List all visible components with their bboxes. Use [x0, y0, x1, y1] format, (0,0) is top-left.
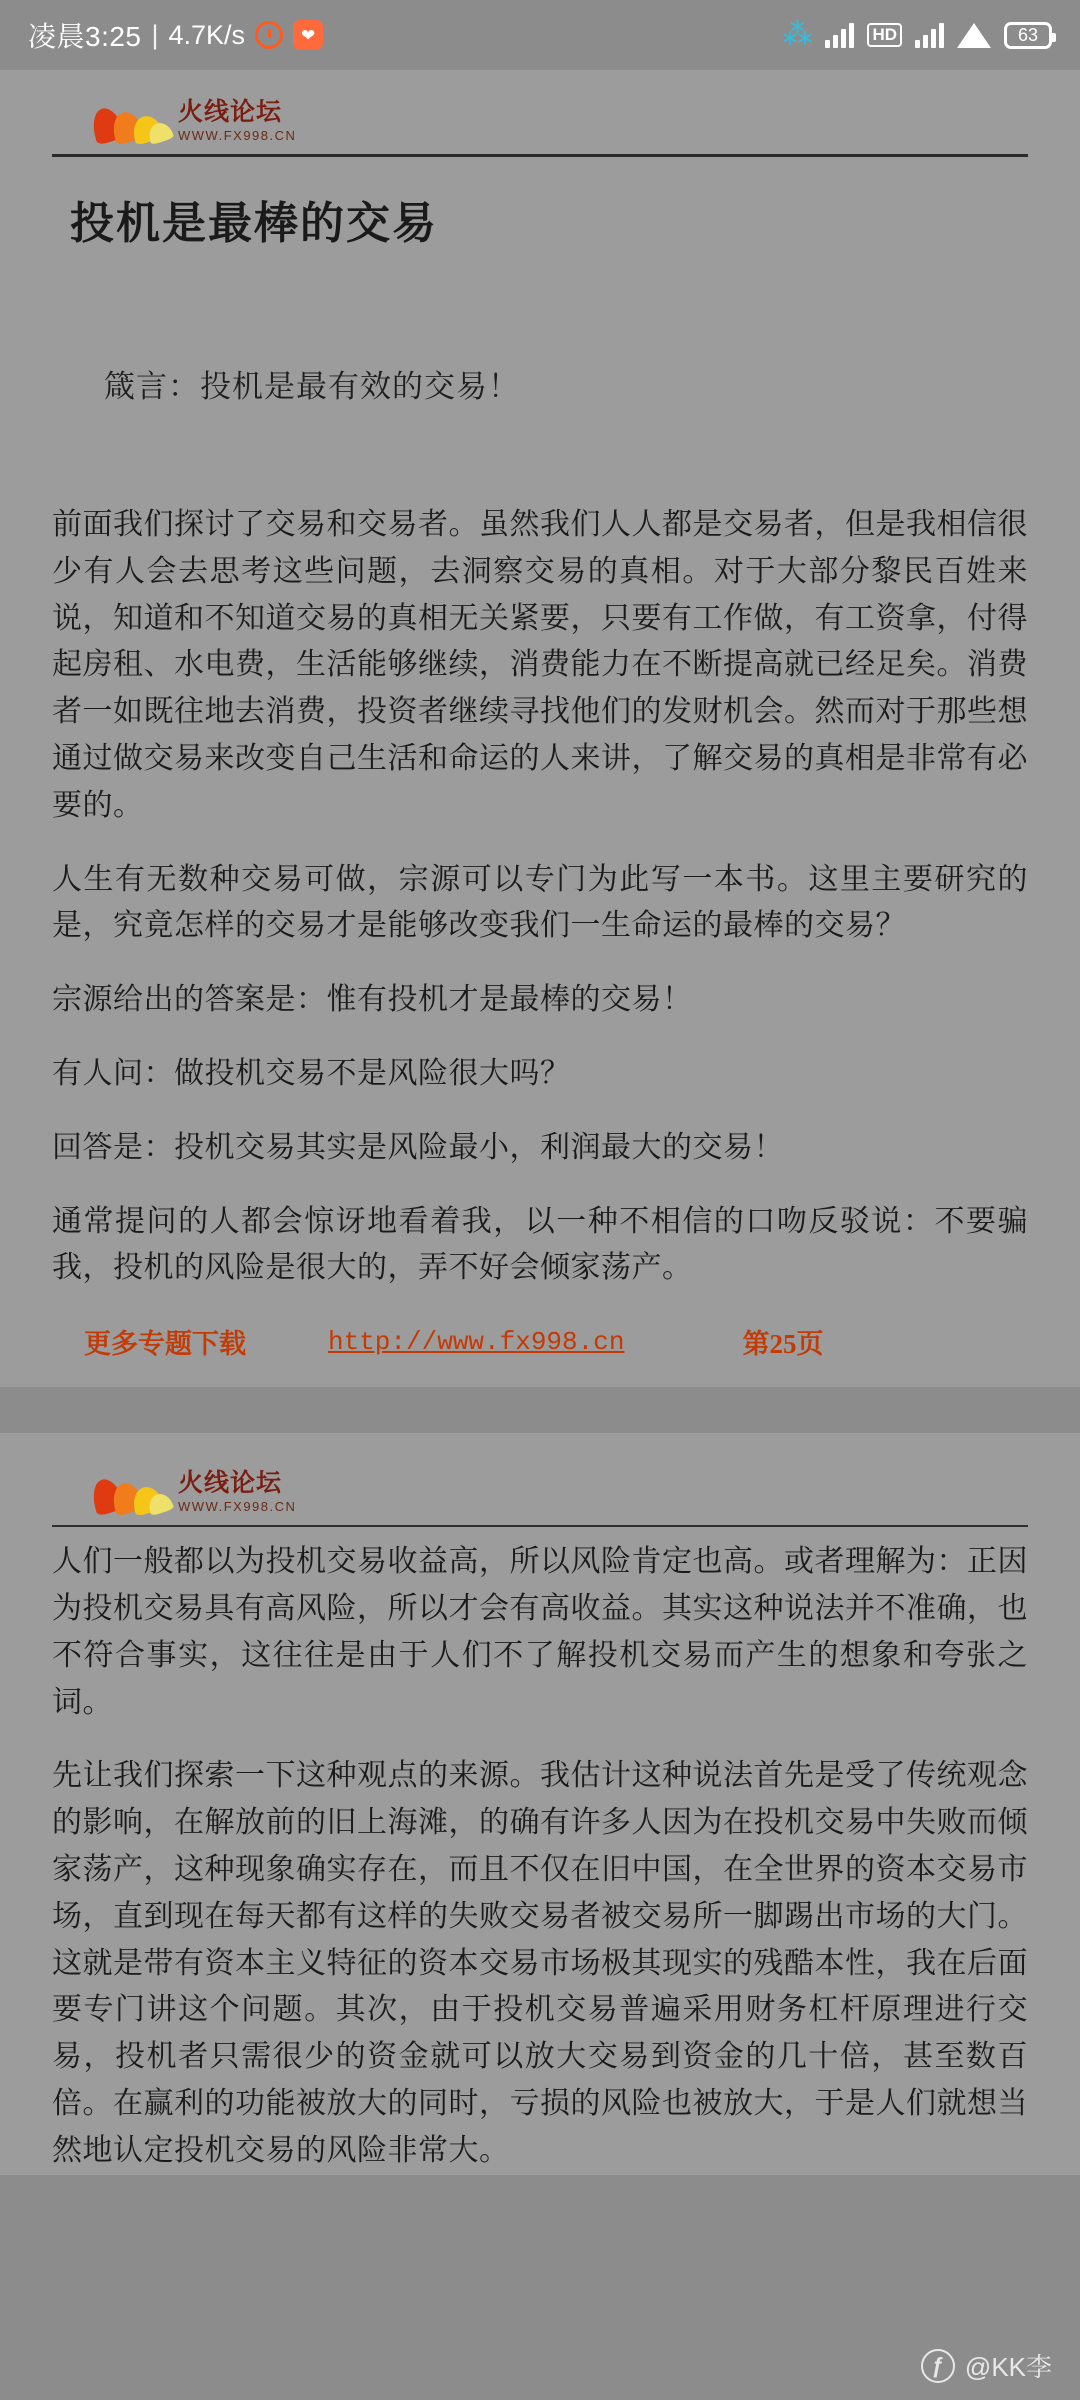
- document-page-two: [0, 1433, 1080, 2174]
- paragraph: 人们一般都以为投机交易收益高，所以风险肯定也高。或者理解为：正因为投机交易具有高风险，所以才会有高收益。其实这种说法并不准确，也不符合事实，这往往是由于人们不了解投机交易而产生的想象和夸张之词。: [52, 1545, 1028, 1719]
- status-separator: |: [151, 19, 159, 50]
- document-body-2: [52, 1539, 1028, 2174]
- page-gap: [0, 1387, 1080, 1433]
- network-speed: 4.7K/s: [168, 19, 246, 50]
- motto-line: 箴言：投机是最有效的交易！: [104, 369, 520, 404]
- page-title: 投机是最棒的交易: [70, 199, 438, 248]
- paragraph: 前面我们探讨了交易和交易者。虽然我们人人都是交易者，但是我相信很少有人会去思考这些问题，去洞察交易的真相。对于大部分黎民百姓来说，知道和不知道交易的真相无关紧要，只要有工作做，有工资拿，付得起房租、水电费，生活能够继续，消费能力在不断提高就已经足矣。消费者一如既往地去消费，投资者继续寻找他们的发财机会。然而对于那些想通过做交易来改变自己生活和命运的人来讲，了解交易的真相是非常有必要的。: [52, 508, 1028, 822]
- document-body: [52, 502, 1028, 1292]
- clock: 凌晨3:25: [28, 21, 142, 52]
- paragraph: 先让我们探索一下这种观点的来源。我估计这种说法首先是受了传统观念的影响，在解放前的旧上海滩，的确有许多人因为在投机交易中失败而倾家荡产，这种现象确实存在，而且不仅在旧中国，在全世界的资本交易市场，直到现在每天都有这样的失败交易者被交易所一脚踢出市场的大门。这就是带有资本主义特征的资本交易市场极其现实的残酷本性，我在后面要专门讲这个问题。其次，由于投机交易普遍采用财务杠杆原理进行交易，投机者只需很少的资金就可以放大交易到资金的几十倍，甚至数百倍。在赢利的功能被放大的同时，亏损的风险也被放大，于是人们就想当然地认定投机交易的风险非常大。: [52, 1759, 1028, 2167]
- watermark-badge-icon: ƒ: [921, 2349, 955, 2383]
- site-logo-2: [52, 1443, 1028, 1521]
- alarm-icon: [255, 21, 283, 49]
- logo-title-en: WWW.FX998.CN: [178, 128, 297, 143]
- header-divider-2: [52, 1525, 1028, 1527]
- hd-badge: HD: [867, 23, 902, 47]
- signal-bars-icon-2: [915, 22, 944, 48]
- paragraph: 有人问：做投机交易不是风险很大吗？: [52, 1056, 571, 1090]
- footer-download-label: 更多专题下载: [84, 1329, 246, 1360]
- page-footer: [52, 1322, 1028, 1361]
- status-bar: [0, 0, 1080, 70]
- logo-title-en-2: WWW.FX998.CN: [178, 1499, 297, 1515]
- battery-indicator: 63: [1004, 22, 1052, 49]
- heart-app-icon: ❤: [293, 20, 323, 50]
- signal-bars-icon: [825, 22, 854, 48]
- paragraph: 回答是：投机交易其实是风险最小，利润最大的交易！: [52, 1130, 784, 1164]
- flame-icon: [92, 106, 170, 142]
- paragraph: 通常提问的人都会惊讶地看着我，以一种不相信的口吻反驳说：不要骗我，投机的风险是很大的，弄不好会倾家荡产。: [52, 1204, 1028, 1285]
- watermark: [921, 2347, 1052, 2384]
- paragraph: 人生有无数种交易可做，宗源可以专门为此写一本书。这里主要研究的是，究竟怎样的交易才是能够改变我们一生命运的最棒的交易？: [52, 862, 1028, 943]
- logo-title-cn-2: 火线论坛: [178, 1470, 283, 1498]
- status-bar-right: [782, 20, 1052, 50]
- logo-title-cn: 火线论坛: [178, 99, 283, 126]
- wifi-icon: [957, 23, 991, 48]
- status-bar-left: [28, 15, 323, 55]
- flame-icon-2: [92, 1477, 170, 1513]
- site-logo: [52, 84, 1028, 150]
- bluetooth-icon: ⁂: [782, 18, 813, 51]
- footer-site-link[interactable]: http://www.fx998.cn: [328, 1326, 625, 1357]
- watermark-text: @KK李: [964, 2352, 1052, 2382]
- document-page-one: [0, 70, 1080, 1387]
- paragraph: 宗源给出的答案是：惟有投机才是最棒的交易！: [52, 983, 693, 1017]
- footer-page-number: 第25页: [742, 1329, 824, 1360]
